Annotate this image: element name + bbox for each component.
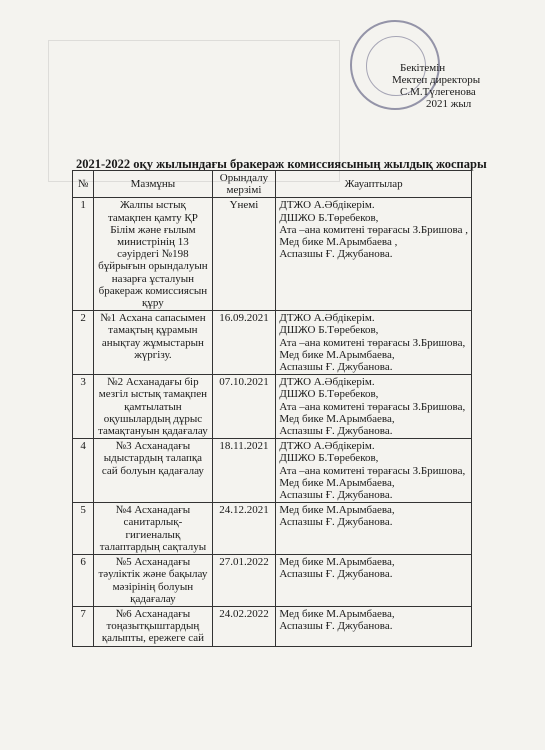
responsible-person: ДТЖО А.Әбдікерім. xyxy=(279,199,375,212)
row-responsible xyxy=(276,439,472,503)
row-number: 7 xyxy=(73,606,94,646)
row-number: 1 xyxy=(73,198,94,311)
row-content: Жалпы ыстық тамақпен қамту ҚР Білім және ғылым министрінің 13 сәуірдегі №198 бұйрығын орындалуын назарға ұсталуын бракераж комиссиясын құру xyxy=(94,198,212,311)
plan-table xyxy=(72,170,472,647)
approval-block xyxy=(392,62,512,110)
approval-line-approve: Бекітемін xyxy=(400,62,446,74)
responsible-person: Аспазшы Ғ. Джубанова. xyxy=(279,361,393,374)
row-deadline: 07.10.2021 xyxy=(212,375,276,439)
responsible-person: ДШЖО Б.Төребеков, xyxy=(279,388,379,401)
table-row xyxy=(73,606,472,646)
approval-line-position: Мектеп директоры xyxy=(392,74,481,86)
row-responsible xyxy=(276,555,472,607)
responsible-person: Мед бике М.Арымбаева, xyxy=(279,556,395,569)
header-deadline: Орындалу мерзімі xyxy=(212,171,276,198)
row-content: №5 Асханадағы тәуліктік және бақылау мәзірінің болуын қадағалау xyxy=(94,555,212,607)
row-deadline: 24.12.2021 xyxy=(212,503,276,555)
responsible-person: Мед бике М.Арымбаева, xyxy=(279,504,395,517)
table-header-row xyxy=(73,171,472,198)
responsible-person: ДТЖО А.Әбдікерім. xyxy=(279,440,375,453)
row-number: 2 xyxy=(73,311,94,375)
row-deadline: 16.09.2021 xyxy=(212,311,276,375)
responsible-person: Мед бике М.Арымбаева, xyxy=(279,412,395,425)
responsible-person: Мед бике М.Арымбаева, xyxy=(279,607,395,620)
row-responsible xyxy=(276,311,472,375)
row-deadline: 27.01.2022 xyxy=(212,555,276,607)
responsible-person: Ата –ана комитені төрағасы З.Бришова , xyxy=(279,223,468,236)
row-number: 3 xyxy=(73,375,94,439)
row-deadline: 24.02.2022 xyxy=(212,606,276,646)
approval-line-name: С.М.Түлегенова xyxy=(400,86,476,98)
row-content: №6 Асханадағы тоңазытқыштардың қалыпты, ережеге сай xyxy=(94,606,212,646)
table-row xyxy=(73,503,472,555)
responsible-person: ДТЖО А.Әбдікерім. xyxy=(279,312,375,325)
row-number: 6 xyxy=(73,555,94,607)
document-title: 2021-2022 оқу жылындағы бракераж комиссиясының жылдық жоспары xyxy=(76,157,487,171)
responsible-person: Аспазшы Ғ. Джубанова. xyxy=(279,425,393,438)
row-responsible xyxy=(276,606,472,646)
responsible-person: ДШЖО Б.Төребеков, xyxy=(279,452,379,465)
responsible-person: Аспазшы Ғ. Джубанова. xyxy=(279,516,393,529)
responsible-person: Аспазшы Ғ. Джубанова. xyxy=(279,248,393,261)
table-row xyxy=(73,311,472,375)
responsible-person: Мед бике М.Арымбаева, xyxy=(279,348,395,361)
responsible-person: ДШЖО Б.Төребеков, xyxy=(279,211,379,224)
responsible-person: Мед бике М.Арымбаева, xyxy=(279,476,395,489)
responsible-person: ДШЖО Б.Төребеков, xyxy=(279,324,379,337)
row-number: 4 xyxy=(73,439,94,503)
table-row xyxy=(73,198,472,311)
row-deadline: Үнемі xyxy=(212,198,276,311)
responsible-person: Аспазшы Ғ. Джубанова. xyxy=(279,489,393,502)
responsible-person: Аспазшы Ғ. Джубанова. xyxy=(279,568,393,581)
header-number: № xyxy=(73,171,94,198)
row-responsible xyxy=(276,503,472,555)
responsible-person: Ата –ана комитені төрағасы З.Бришова, xyxy=(279,400,466,413)
table-row xyxy=(73,439,472,503)
responsible-person: Мед бике М.Арымбаева , xyxy=(279,236,398,249)
row-content: №3 Асханадағы ыдыстардың талапқа сай болуын қадағалау xyxy=(94,439,212,503)
header-responsible: Жауаптылар xyxy=(276,171,472,198)
approval-line-year: 2021 жыл xyxy=(426,98,472,110)
row-content: №4 Асханадағы санитарлық-гигиеналық талаптардың сақталуы xyxy=(94,503,212,555)
row-deadline: 18.11.2021 xyxy=(212,439,276,503)
row-content: №2 Асханадағы бір мезгіл ыстық тамақпен қамтылатын оқушылардың дұрыс тамақтануын қадағалау xyxy=(94,375,212,439)
table-row xyxy=(73,555,472,607)
row-content: №1 Асхана сапасымен тамақтың құрамын анықтау жұмыстарын жүргізу. xyxy=(94,311,212,375)
responsible-person: Ата –ана комитені төрағасы З.Бришова, xyxy=(279,464,466,477)
responsible-person: Аспазшы Ғ. Джубанова. xyxy=(279,620,393,633)
row-responsible xyxy=(276,375,472,439)
table-row xyxy=(73,375,472,439)
row-responsible xyxy=(276,198,472,311)
responsible-person: ДТЖО А.Әбдікерім. xyxy=(279,376,375,389)
header-content: Мазмұны xyxy=(94,171,212,198)
responsible-person: Ата –ана комитені төрағасы З.Бришова, xyxy=(279,336,466,349)
row-number: 5 xyxy=(73,503,94,555)
